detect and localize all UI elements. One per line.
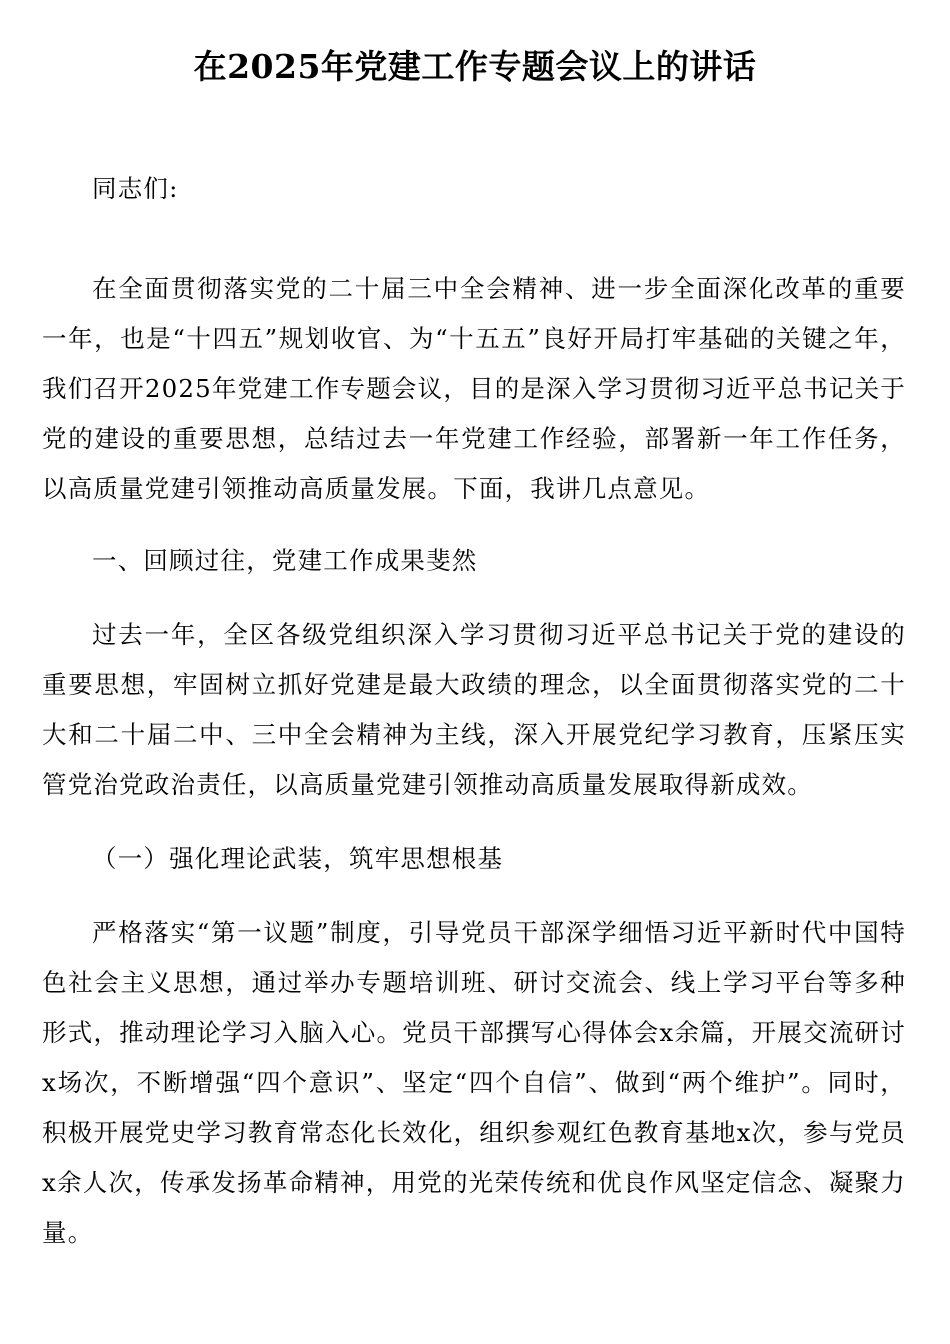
- section-heading-1: 一、回顾过往，党建工作成果斐然: [92, 546, 478, 575]
- document-title: 在2025年党建工作专题会议上的讲话: [193, 47, 757, 86]
- salutation: 同志们:: [92, 174, 179, 203]
- intro-paragraph: 在全面贯彻落实党的二十届三中全会精神、进一步全面深化改革的重要一年，也是“十四五”规划收官、为“十五五”良好开局打牢基础的关键之年，我们召开2025年党建工作专题会议，目的是深入学习贯彻习近平总书记关于党的建设的重要思想，总结过去一年党建工作经验，部署新一年工作任务，以高质量党建引领推动高质量发展。下面，我讲几点意见。: [42, 274, 906, 503]
- subsection-heading-1: （一）强化理论武装，筑牢思想根基: [92, 844, 504, 873]
- detail-paragraph: 严格落实“第一议题”制度，引导党员干部深学细悟习近平新时代中国特色社会主义思想，通过举办专题培训班、研讨交流会、线上学习平台等多种形式，推动理论学习入脑入心。党员干部撰写心得体会x余篇，开展交流研讨x场次，不断增强“四个意识”、坚定“四个自信”、做到“两个维护”。同时，积极开展党史学习教育常态化长效化，组织参观红色教育基地x次，参与党员x余人次，传承发扬革命精神，用党的光荣传统和优良作风坚定信念、凝聚力量。: [42, 918, 906, 1247]
- review-paragraph: 过去一年，全区各级党组织深入学习贯彻习近平总书记关于党的建设的重要思想，牢固树立抓好党建是最大政绩的理念，以全面贯彻落实党的二十大和二十届二中、三中全会精神为主线，深入开展党纪学习教育，压紧压实管党治党政治责任，以高质量党建引领推动高质量发展取得新成效。: [42, 620, 906, 799]
